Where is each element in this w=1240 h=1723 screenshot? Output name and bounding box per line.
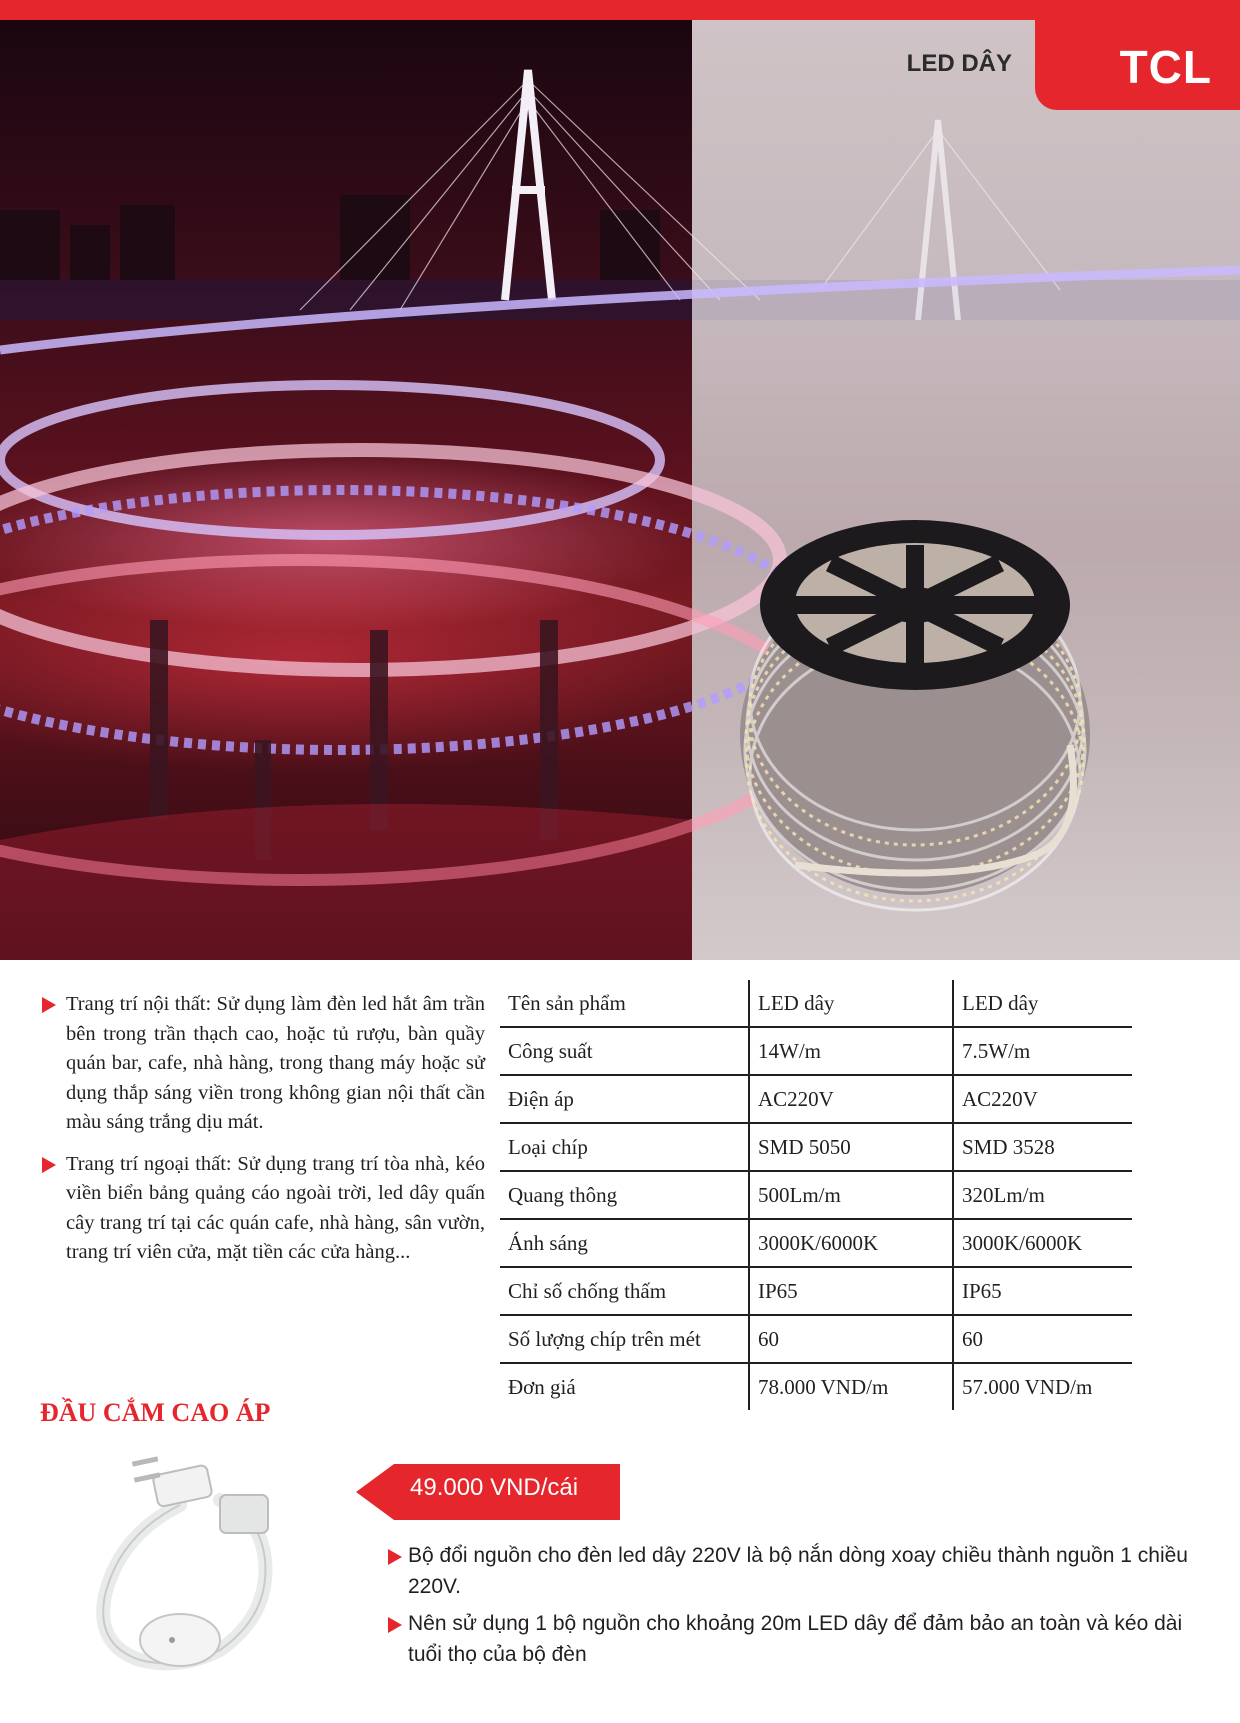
spec-label: Điện áp — [500, 1075, 749, 1123]
spec-value: 14W/m — [749, 1027, 953, 1075]
top-accent-bar — [0, 0, 1240, 20]
accessory-title: ĐẦU CẮM CAO ÁP — [40, 1398, 271, 1427]
spec-value: SMD 5050 — [749, 1123, 953, 1171]
note-text: Bộ đổi nguồn cho đèn led dây 220V là bộ nắn dòng xoay chiều thành nguồn 1 chiều 220V. — [408, 1544, 1188, 1598]
spec-value: 60 — [749, 1315, 953, 1363]
bullet-exterior — [40, 1150, 485, 1268]
note-item — [386, 1540, 1196, 1602]
table-row — [500, 1315, 1132, 1363]
note-text: Nên sử dụng 1 bộ nguồn cho khoảng 20m LED dây để đảm bảo an toàn và kéo dài tuổi thọ của bộ đèn — [408, 1612, 1183, 1666]
spec-value: 78.000 VND/m — [749, 1363, 953, 1410]
spec-value: SMD 3528 — [953, 1123, 1132, 1171]
power-connector-image — [60, 1445, 330, 1685]
spec-label: Quang thông — [500, 1171, 749, 1219]
bullet-text: Trang trí ngoại thất: Sử dụng trang trí tòa nhà, kéo viền biển bảng quảng cáo ngoài trời, led dây quấn cây trang trí tại các quán cafe, nhà hàng, sân vườn, trang trí viên cửa, mặt tiền các cửa hàng... — [66, 1152, 485, 1263]
table-row — [500, 1123, 1132, 1171]
bullet-text: Trang trí nội thất: Sử dụng làm đèn led hắt âm trần bên trong trần thạch cao, hoặc tủ rượu, bàn quầy quán bar, cafe, nhà hàng, trong thang máy hoặc sử dụng thắp sáng viền trong không gian nội thất cần màu sáng trắng dịu mát. — [66, 993, 485, 1133]
spec-value: AC220V — [953, 1075, 1132, 1123]
table-row — [500, 1171, 1132, 1219]
spec-value: LED dây — [953, 980, 1132, 1027]
table-row — [500, 1219, 1132, 1267]
table-row — [500, 980, 1132, 1027]
hero-image — [0, 20, 1240, 960]
spec-value: 7.5W/m — [953, 1027, 1132, 1075]
triangle-bullet-icon — [388, 1617, 402, 1633]
usage-bullets — [40, 990, 485, 1280]
table-row — [500, 1267, 1132, 1315]
table-row — [500, 1075, 1132, 1123]
spec-value: 60 — [953, 1315, 1132, 1363]
spec-label: Số lượng chíp trên mét — [500, 1315, 749, 1363]
spec-value: IP65 — [953, 1267, 1132, 1315]
table-row — [500, 1027, 1132, 1075]
spec-value: 57.000 VND/m — [953, 1363, 1132, 1410]
spec-value: 500Lm/m — [749, 1171, 953, 1219]
spec-value: IP65 — [749, 1267, 953, 1315]
note-item — [386, 1608, 1196, 1670]
spec-label: Loại chíp — [500, 1123, 749, 1171]
spec-value: 320Lm/m — [953, 1171, 1132, 1219]
spec-label: Công suất — [500, 1027, 749, 1075]
spec-value: 3000K/6000K — [953, 1219, 1132, 1267]
brand-logo: TCL — [1119, 41, 1212, 93]
table-row — [500, 1363, 1132, 1410]
triangle-bullet-icon — [42, 997, 56, 1013]
bullet-interior — [40, 990, 485, 1138]
spec-value: LED dây — [749, 980, 953, 1027]
triangle-bullet-icon — [388, 1549, 402, 1565]
spec-table — [500, 980, 1132, 1410]
product-category-label: LED DÂY — [906, 50, 1012, 77]
spec-value: AC220V — [749, 1075, 953, 1123]
spec-label: Tên sản phẩm — [500, 980, 749, 1027]
accessory-price: 49.000 VND/cái — [410, 1474, 579, 1501]
spec-value: 3000K/6000K — [749, 1219, 953, 1267]
accessory-notes — [386, 1540, 1196, 1676]
triangle-bullet-icon — [42, 1157, 56, 1173]
spec-label: Đơn giá — [508, 1374, 576, 1399]
spec-label: Ánh sáng — [500, 1219, 749, 1267]
hero-illustration — [0, 20, 1240, 960]
spec-label: Chỉ số chống thấm — [500, 1267, 749, 1315]
